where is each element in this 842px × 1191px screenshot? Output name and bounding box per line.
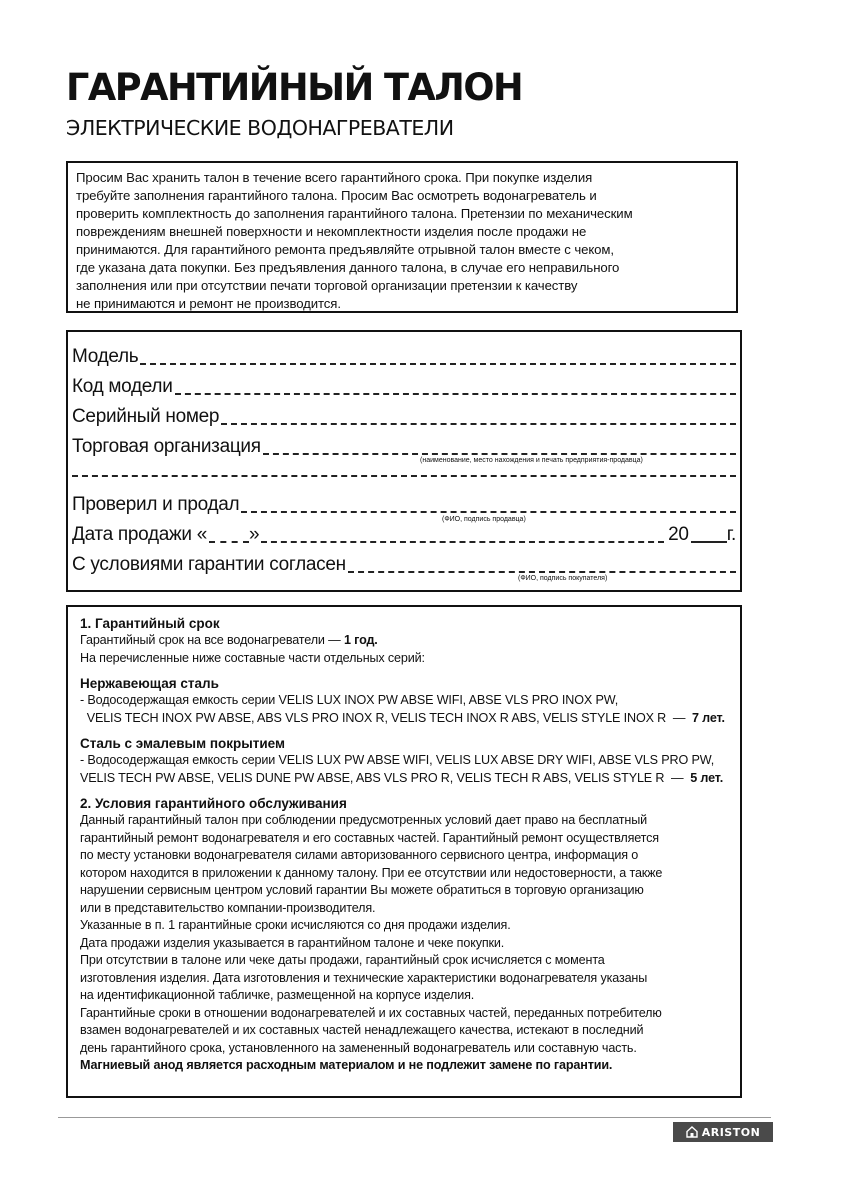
section-2-heading: 2. Условия гарантийного обслуживания: [80, 796, 347, 811]
anode-note: Магниевый анод является расходным материалом и не подлежит замене по гарантии.: [80, 1058, 613, 1072]
section-1-text-prefix: Гарантийный срок на все водонагреватели —: [80, 633, 344, 647]
enamel-line-2: [80, 770, 728, 788]
model-code-field[interactable]: [175, 393, 736, 395]
section-2-line: Данный гарантийный талон при соблюдении предусмотренных условий дает право на бесплатный: [80, 813, 648, 827]
dealer-field-2[interactable]: [72, 475, 736, 477]
notice-line: заполнения или при отсутствии печати торговой организации претензии к качеству: [76, 278, 578, 293]
serial-label: Серийный номер: [72, 406, 220, 427]
model-row: [72, 338, 736, 368]
model-field[interactable]: [140, 363, 736, 365]
notice-line: где указана дата покупки. Без предъявления данного талона, в случае его неправильного: [76, 260, 620, 275]
date-row: [72, 516, 736, 546]
page-subtitle: ЭЛЕКТРИЧЕСКИЕ ВОДОНАГРЕВАТЕЛИ: [66, 116, 454, 140]
section-2-line: на идентификационной табличке, размещенной на корпусе изделия.: [80, 988, 475, 1002]
section-2-line: При отсутствии в талоне или чеке даты продажи, гарантийный срок исчисляется с момента: [80, 953, 605, 967]
steel-line-2: [80, 710, 728, 728]
steel-years: 7 лет.: [691, 710, 725, 725]
dealer-label: Торговая организация: [72, 436, 261, 457]
model-label: Модель: [72, 346, 139, 367]
agree-field[interactable]: [348, 571, 736, 573]
section-2-line: гарантийный ремонт водонагревателя и его составных частей. Гарантийный ремонт осуществляется: [80, 830, 659, 845]
agree-label: С условиями гарантии согласен: [72, 554, 346, 575]
notice-line: принимаются. Для гарантийного ремонта предъявляйте отрывной талон вместе с чеком,: [76, 242, 614, 257]
date-quote-close: »: [248, 524, 260, 545]
footer-divider: [58, 1117, 771, 1118]
section-1-text-2: На перечисленные ниже составные части отдельных серий:: [80, 650, 425, 665]
model-code-row: [72, 368, 736, 398]
date-month-field[interactable]: [261, 541, 664, 543]
notice-line: требуйте заполнения гарантийного талона. Просим Вас осмотреть водонагреватель и: [76, 188, 597, 203]
section-2-line: или в представительство компании-производителя.: [80, 900, 376, 915]
warranty-form: [66, 330, 742, 592]
serial-row: [72, 398, 736, 428]
notice-line: Просим Вас хранить талон в течение всего гарантийного срока. При покупке изделия: [76, 170, 593, 185]
ariston-logo: [673, 1122, 773, 1142]
seller-label: Проверил и продал: [72, 494, 240, 515]
enamel-line-2-text: VELIS TECH PW ABSE, VELIS DUNE PW ABSE, ABS VLS PRO R, VELIS TECH R ABS, VELIS STYLE R —: [80, 770, 691, 785]
section-2-line: котором находится в приложении к данному талону. При ее отсутствии или недостоверности, а также: [80, 865, 663, 880]
agree-hint: (ФИО, подпись покупателя): [518, 575, 608, 582]
page-title: ГАРАНТИЙНЫЙ ТАЛОН: [66, 66, 523, 109]
date-year-prefix: 20: [668, 524, 689, 545]
terms-box: [66, 605, 742, 1098]
steel-heading: Нержавеющая сталь: [80, 676, 219, 691]
brand-name: ARISTON: [701, 1125, 761, 1139]
house-icon: [686, 1126, 698, 1138]
date-year-suffix: г.: [726, 524, 736, 545]
notice-line: не принимаются и ремонт не производится.: [76, 296, 341, 311]
section-1-text: [80, 632, 728, 650]
model-code-label: Код модели: [72, 376, 173, 397]
serial-field[interactable]: [221, 423, 736, 425]
enamel-heading: Сталь с эмалевым покрытием: [80, 736, 285, 751]
notice-box: [66, 161, 738, 313]
section-2-line: Дата продажи изделия указывается в гарантийном талоне и чеке покупки.: [80, 935, 505, 950]
notice-line: повреждениям внешней поверхности и некомплектности изделия после продажи не: [76, 224, 587, 239]
enamel-years: 5 лет.: [690, 770, 724, 785]
steel-line-1: - Водосодержащая емкость серии VELIS LUX INOX PW ABSE WIFI, ABSE VLS PRO INOX PW,: [80, 693, 619, 707]
seller-row: [72, 486, 736, 516]
dealer-hint: (наименование, место нахождения и печать предприятия-продавца): [420, 457, 643, 464]
steel-line-2-text: VELIS TECH INOX PW ABSE, ABS VLS PRO INOX R, VELIS TECH INOX R ABS, VELIS STYLE INOX R —: [80, 710, 692, 725]
section-1-term-value: 1 год.: [343, 633, 378, 647]
date-label: Дата продажи «: [72, 524, 207, 545]
section-2-line: взамен водонагревателей и их составных частей ненадлежащего качества, истекают в последний: [80, 1023, 644, 1037]
seller-field[interactable]: [241, 511, 736, 513]
enamel-line-1: - Водосодержащая емкость серии VELIS LUX PW ABSE WIFI, VELIS LUX ABSE DRY WIFI, ABSE VLS PRO PW,: [80, 753, 715, 767]
seller-hint: (ФИО, подпись продавца): [442, 516, 526, 523]
section-2-line: по месту установки водонагревателя силами авторизованного сервисного центра, информация о: [80, 848, 639, 862]
section-2-line: Гарантийные сроки в отношении водонагревателей и их составных частей, переданных потребителю: [80, 1005, 662, 1020]
date-day-field[interactable]: [209, 541, 249, 543]
section-1-heading: 1. Гарантийный срок: [80, 616, 220, 631]
section-2-line: изготовления изделия. Дата изготовления и технические характеристики водонагревателя указаны: [80, 970, 648, 985]
section-2-line: нарушении сервисным центром условий гарантии Вы можете обратиться в торговую организацию: [80, 883, 644, 897]
agree-row: [72, 546, 736, 576]
notice-line: проверить комплектность до заполнения гарантийного талона. Претензии по механическим: [76, 206, 633, 221]
dealer-row-2: [72, 450, 736, 480]
date-year-field[interactable]: [691, 541, 727, 543]
section-2-line: день гарантийного срока, установленного на замененный водонагреватель или составную часть.: [80, 1040, 637, 1055]
section-2-line: Указанные в п. 1 гарантийные сроки исчисляются со дня продажи изделия.: [80, 918, 511, 932]
